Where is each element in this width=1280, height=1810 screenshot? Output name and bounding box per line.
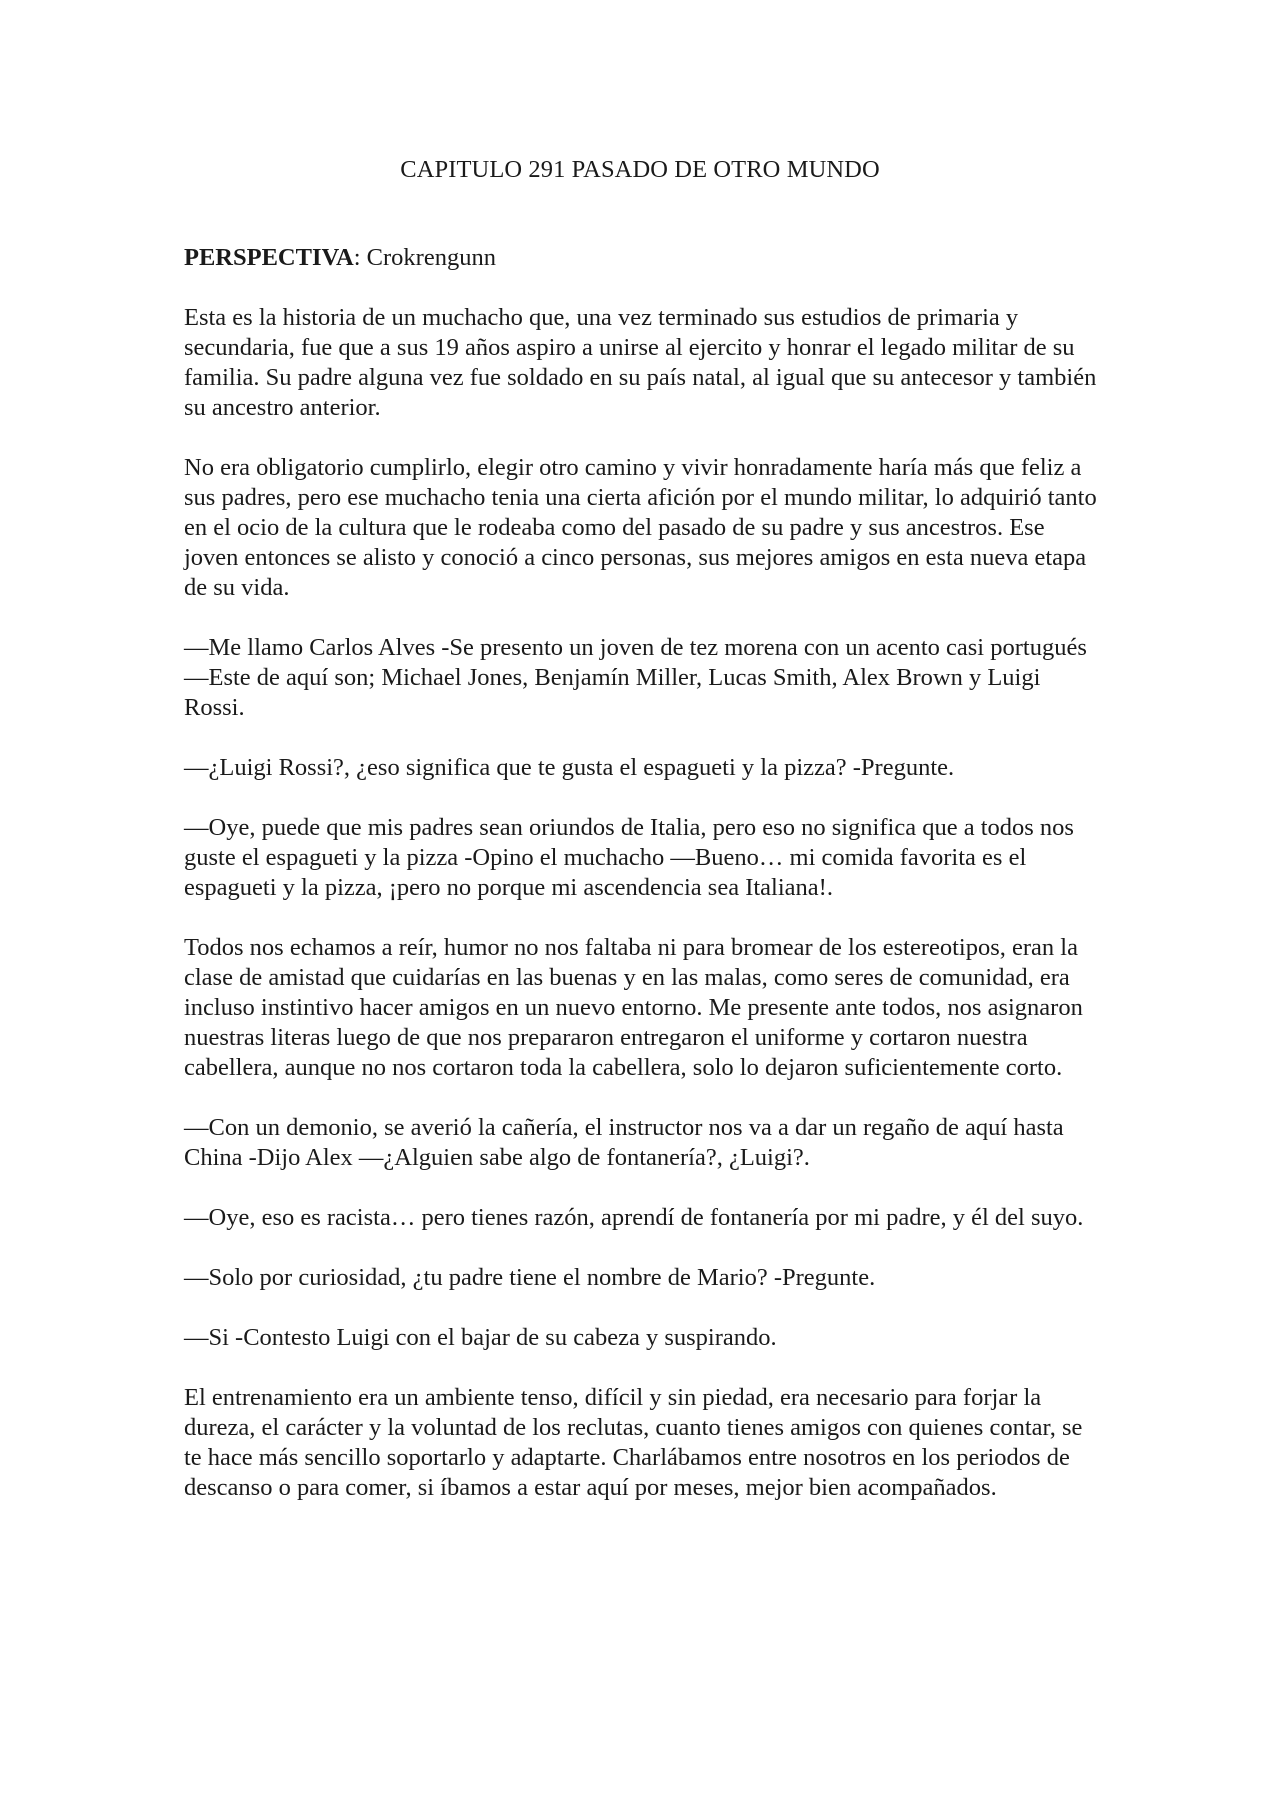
paragraph: —Oye, eso es racista… pero tienes razón, aprendí de fontanería por mi padre, y él del suyo. [184, 1204, 1084, 1231]
paragraph: —Me llamo Carlos Alves -Se presento un joven de tez morena con un acento casi portugués —Este de aquí son; Michael Jones, Benjamín Miller, Lucas Smith, Alex Brown y Luigi Rossi. [184, 634, 1087, 721]
perspective-line [184, 243, 1104, 273]
perspective-label: PERSPECTIVA [184, 244, 354, 271]
perspective-separator: : [353, 244, 361, 271]
paragraph: —Solo por curiosidad, ¿tu padre tiene el nombre de Mario? -Pregunte. [184, 1264, 876, 1291]
paragraph: —Oye, puede que mis padres sean oriundos de Italia, pero eso no significa que a todos nos guste el espagueti y la pizza -Opino el muchacho —Bueno… mi comida favorita es el espagueti y la pizza, ¡pero no porque mi ascendencia sea Italiana!. [184, 814, 1074, 901]
paragraph: No era obligatorio cumplirlo, elegir otro camino y vivir honradamente haría más que feliz a sus padres, pero ese muchacho tenia una cierta afición por el mundo militar, lo adquirió tanto en el ocio de la cultura que le rodeaba como del pasado de su padre y sus ancestros. Ese joven entonces se alisto y conoció a cinco personas, sus mejores amigos en esta nueva etapa de su vida. [184, 454, 1097, 601]
paragraph: —¿Luigi Rossi?, ¿eso significa que te gusta el espagueti y la pizza? -Pregunte. [184, 754, 955, 781]
paragraph: —Con un demonio, se averió la cañería, el instructor nos va a dar un regaño de aquí hasta China -Dijo Alex —¿Alguien sabe algo de fontanería?, ¿Luigi?. [184, 1114, 1064, 1171]
paragraph: Todos nos echamos a reír, humor no nos faltaba ni para bromear de los estereotipos, eran la clase de amistad que cuidarías en las buenas y en las malas, como seres de comunidad, era incluso instintivo hacer amigos en un nuevo entorno. Me presente ante todos, nos asignaron nuestras literas luego de que nos prepararon entregaron el uniforme y cortaron nuestra cabellera, aunque no nos cortaron toda la cabellera, solo lo dejaron suficientemente corto. [184, 934, 1083, 1081]
perspective-value: Crokrengunn [360, 244, 496, 271]
chapter-title: CAPITULO 291 PASADO DE OTRO MUNDO [400, 156, 880, 183]
paragraph: El entrenamiento era un ambiente tenso, difícil y sin piedad, era necesario para forjar la dureza, el carácter y la voluntad de los reclutas, cuanto tienes amigos con quienes contar, se te hace más sencillo soportarlo y adaptarte. Charlábamos entre nosotros en los periodos de descanso o para comer, si íbamos a estar aquí por meses, mejor bien acompañados. [184, 1384, 1083, 1501]
document-body [184, 243, 1104, 1533]
paragraph: —Si -Contesto Luigi con el bajar de su cabeza y suspirando. [184, 1324, 777, 1351]
paragraph: Esta es la historia de un muchacho que, una vez terminado sus estudios de primaria y secundaria, fue que a sus 19 años aspiro a unirse al ejercito y honrar el legado militar de su familia. Su padre alguna vez fue soldado en su país natal, al igual que su antecesor y también su ancestro anterior. [184, 304, 1097, 421]
